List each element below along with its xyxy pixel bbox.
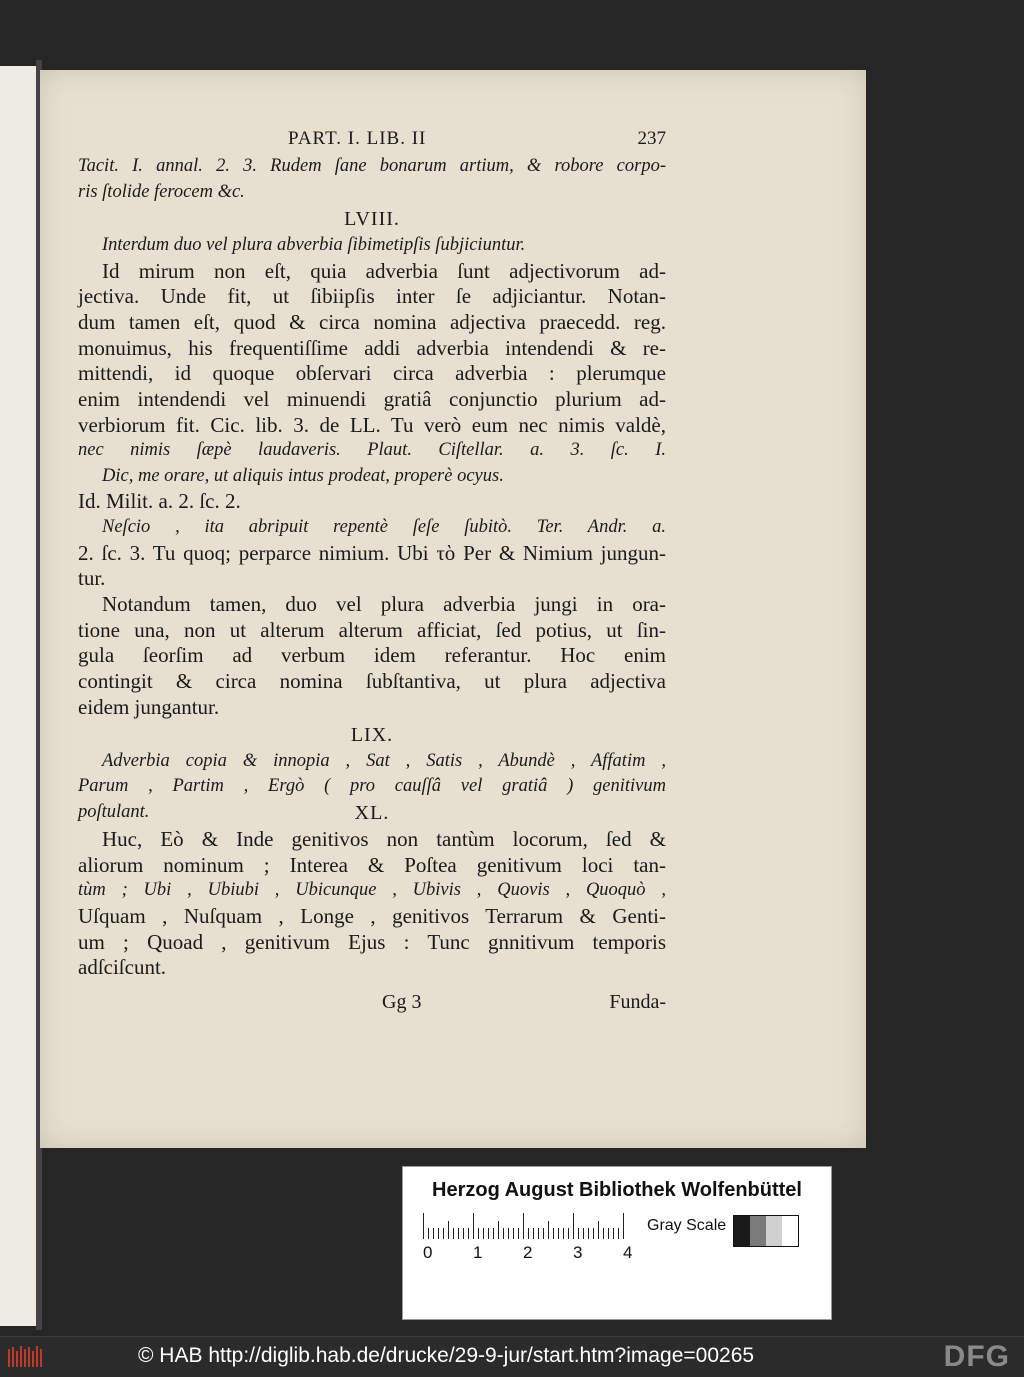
- library-name: Herzog August Bibliothek Wolfenbüttel: [432, 1179, 802, 1201]
- ruler-numbers: [423, 1243, 653, 1263]
- section-heading: LIX.: [350, 723, 394, 746]
- ruler-tick: [468, 1228, 469, 1239]
- text-line: eidem jungantur.: [78, 694, 220, 719]
- text-line: contingit & circa nomina ſubſtantiva, ut plura adjectiva: [78, 669, 666, 694]
- text-line: 2. ſc. 3. Tu quoq; perparce nimium. Ubi τὸ Per & Nimium jungun-: [78, 540, 666, 565]
- section-heading: LVIII.: [344, 208, 400, 230]
- ruler-tick: [528, 1228, 529, 1239]
- text-line: Tacit. I. annal. 2. 3. Rudem ſane bonarum artium, & robore corpo-: [78, 156, 666, 176]
- ruler-tick: [498, 1221, 499, 1239]
- ruler-tick: [553, 1228, 554, 1239]
- text-line: Uſquam , Nuſquam , Longe , genitivos Terrarum & Genti-: [78, 903, 666, 928]
- ruler-tick: [603, 1228, 604, 1239]
- ruler-tick: [488, 1228, 489, 1239]
- catchword: Funda-: [609, 991, 666, 1014]
- gray-swatch: [734, 1216, 750, 1246]
- gray-swatch: [750, 1216, 766, 1246]
- ruler-number: 1: [473, 1243, 483, 1262]
- ruler-tick: [538, 1228, 539, 1239]
- ruler-tick: [618, 1228, 619, 1239]
- gray-scale-label: Gray Scale: [647, 1217, 727, 1234]
- text-line: mittendi, id quoque obſervari circa adverbia : plerumque: [78, 361, 666, 386]
- ruler-tick: [423, 1213, 424, 1239]
- text-line: gula ſeorſim ad verbum idem referantur. Hoc enim: [78, 643, 666, 668]
- ruler-tick: [453, 1228, 454, 1239]
- ruler-tick: [533, 1228, 534, 1239]
- gray-scale-swatches: [733, 1215, 799, 1247]
- text-line: jectiva. Unde fit, ut ſibiipſis inter ſe adjiciantur. Notan-: [78, 284, 666, 309]
- status-bar: [0, 1336, 1024, 1377]
- page-footer: [78, 985, 666, 1017]
- text-line: um ; Quoad , genitivum Ejus : Tunc gnnitivum temporis: [78, 929, 666, 954]
- ruler-tick: [598, 1221, 599, 1239]
- left-page-edge: [0, 66, 36, 1326]
- gray-swatch: [782, 1216, 798, 1246]
- hab-logo-icon: [6, 1343, 46, 1371]
- section-heading: XL.: [354, 802, 390, 825]
- text-line: Neſcio , ita abripuit repentè ſeſe ſubitò. Ter. Andr. a.: [102, 517, 666, 538]
- text-line: dum tamen eſt, quod & circa nomina adjectiva praecedd. reg.: [78, 309, 666, 334]
- text-line: tur.: [78, 566, 106, 591]
- text-line: ris ſtolide ferocem &c.: [78, 181, 245, 202]
- ruler-tick: [508, 1228, 509, 1239]
- running-head: [78, 128, 666, 154]
- ruler-tick: [623, 1213, 624, 1239]
- copyright-link[interactable]: © HAB http://diglib.hab.de/drucke/29-9-jur/start.htm?image=00265: [138, 1344, 755, 1367]
- ruler-tick: [473, 1213, 474, 1239]
- ruler-tick: [543, 1228, 544, 1239]
- ruler-tick: [558, 1228, 559, 1239]
- text-line: Huc, Eò & Inde genitivos non tantùm locorum, ſed &: [102, 827, 666, 852]
- text-line: Dic, me orare, ut aliquis intus prodeat, properè ocyus.: [102, 465, 504, 486]
- text-line: monuimus, his frequentiſſime addi adverbia intendendi & re-: [78, 335, 666, 360]
- page-text: [78, 128, 666, 1017]
- ruler-tick: [443, 1228, 444, 1239]
- text-line: Id. Milit. a. 2. ſc. 2.: [78, 489, 241, 514]
- ruler-tick: [478, 1228, 479, 1239]
- text-line: tione una, non ut alterum alterum afficiat, ſed potius, ut ſin-: [78, 617, 666, 642]
- ruler-number: 3: [573, 1243, 583, 1262]
- ruler-number: 4: [623, 1243, 633, 1262]
- ruler-tick: [463, 1228, 464, 1239]
- text-line: Interdum duo vel plura abverbia ſibimetipſis ſubjiciuntur.: [102, 235, 526, 255]
- library-color-chart: [402, 1166, 832, 1320]
- ruler-tick: [613, 1228, 614, 1239]
- text-line: Notandum tamen, duo vel plura adverbia jungi in ora-: [102, 592, 666, 617]
- dfg-logo: DFG: [943, 1340, 1010, 1373]
- ruler-scale: [423, 1213, 633, 1239]
- ruler-tick: [573, 1213, 574, 1239]
- ruler-tick: [608, 1228, 609, 1239]
- text-line: poſtulant.: [78, 801, 150, 822]
- text-line: nec nimis ſæpè laudaveris. Plaut. Ciſtellar. a. 3. ſc. I.: [78, 440, 666, 461]
- text-line: enim intendendi vel minuendi gratiâ conjunctio plurium ad-: [78, 387, 666, 412]
- text-line: Parum , Partim , Ergò ( pro cauſſâ vel gratiâ ) genitivum: [78, 776, 666, 797]
- signature-mark: Gg 3: [382, 991, 422, 1014]
- ruler-number: 0: [423, 1243, 433, 1262]
- ruler-tick: [428, 1228, 429, 1239]
- text-line: adſciſcunt.: [78, 955, 167, 980]
- ruler-tick: [458, 1228, 459, 1239]
- ruler-tick: [593, 1228, 594, 1239]
- page-number: 237: [637, 128, 666, 149]
- ruler-tick: [568, 1228, 569, 1239]
- text-line: Id mirum non eſt, quia adverbia ſunt adjectivorum ad-: [102, 258, 666, 283]
- ruler-tick: [588, 1228, 589, 1239]
- ruler-tick: [548, 1221, 549, 1239]
- ruler-tick: [503, 1228, 504, 1239]
- ruler-tick: [518, 1228, 519, 1239]
- ruler-tick: [583, 1228, 584, 1239]
- ruler-tick: [513, 1228, 514, 1239]
- text-line: tùm ; Ubi , Ubiubi , Ubicunque , Ubivis , Quovis , Quoquò ,: [78, 880, 666, 901]
- ruler-tick: [493, 1228, 494, 1239]
- ruler-tick: [523, 1213, 524, 1239]
- ruler-tick: [433, 1228, 434, 1239]
- ruler-tick: [563, 1228, 564, 1239]
- ruler-number: 2: [523, 1243, 533, 1262]
- text-line: Adverbia copia & innopia , Sat , Satis , Abundè , Affatim ,: [102, 750, 666, 771]
- text-line: aliorum nominum ; Interea & Poſtea genitivum loci tan-: [78, 852, 666, 877]
- gray-swatch: [766, 1216, 782, 1246]
- running-head-title: PART. I. LIB. II: [288, 128, 427, 149]
- ruler-tick: [448, 1221, 449, 1239]
- text-line: verbiorum fit. Cic. lib. 3. de LL. Tu verò eum nec nimis valdè,: [78, 412, 666, 437]
- ruler-tick: [578, 1228, 579, 1239]
- ruler-tick: [483, 1228, 484, 1239]
- ruler-tick: [438, 1228, 439, 1239]
